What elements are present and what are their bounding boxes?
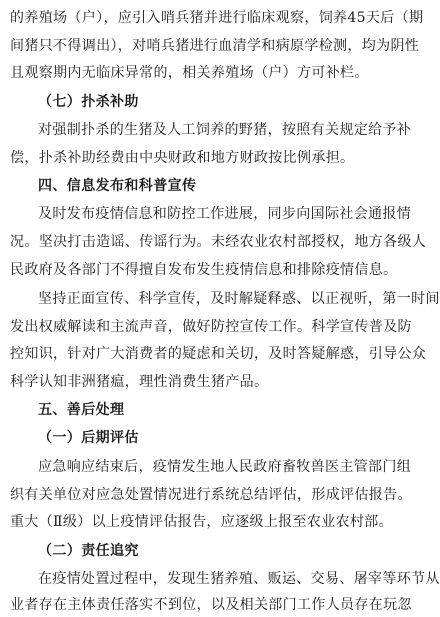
paragraph-5-line-2: 织有关单位对应急处置情况进行系统总结评估，形成评估报告。	[10, 487, 412, 503]
section-heading-aftermath: 五、善后处理	[38, 402, 125, 418]
paragraph-4-line-1: 坚持正面宣传、科学宣传，及时解疑释惑、以正视听，第一时间	[38, 291, 440, 307]
paragraph-1-line-3: 且观察期内无临床异常的，相关养殖场（户）方可补栏。	[10, 65, 369, 81]
paragraph-4-line-2: 发出权威解读和主流声音，做好防控宣传工作。科学宣传普及防	[10, 319, 412, 335]
paragraph-4-line-4: 科学认知非洲猪瘟，理性消费生猪产品。	[10, 374, 269, 390]
section-heading-compensation: （七）扑杀补助	[38, 94, 139, 110]
paragraph-5-line-1: 应急响应结束后，疫情发生地人民政府畜牧兽医主管部门组	[38, 459, 412, 475]
paragraph-2-line-2: 偿，扑杀补助经费由中央财政和地方财政按比例承担。	[10, 150, 355, 166]
paragraph-4-line-3: 控知识，针对广大消费者的疑虑和关切，及时答疑解惑，引导公众	[10, 346, 427, 362]
paragraph-1-line-1: 的养殖场（户），应引入哨兵猪并进行临床观察，饲养45天后（期	[10, 10, 424, 26]
paragraph-3-line-3: 民政府及各部门不得擅自发布发生疫情信息和排除疫情信息。	[10, 262, 398, 278]
paragraph-1-line-2: 间猪只不得调出），对哨兵猪进行血清学和病原学检测，均为阴性	[10, 38, 420, 54]
paragraph-6-line-2: 业者存在主体责任落实不到位，以及相关部门工作人员存在玩忽	[10, 597, 412, 613]
section-heading-information-release: 四、信息发布和科普宣传	[38, 178, 197, 194]
paragraph-3-line-1: 及时发布疫情信息和防控工作进展，同步向国际社会通报情	[38, 206, 412, 222]
section-heading-evaluation: （一）后期评估	[38, 430, 139, 446]
paragraph-2-line-1: 对强制扑杀的生猪及人工饲养的野猪，按照有关规定给予补	[38, 122, 412, 138]
paragraph-3-line-2: 况。坚决打击造谣、传谣行为。未经农业农村部授权，地方各级人	[10, 234, 427, 250]
section-heading-accountability: （二）责任追究	[38, 543, 139, 559]
paragraph-5-line-3: 重大（Ⅱ级）以上疫情评估报告，应逐级上报至农业农村部。	[10, 514, 393, 530]
paragraph-6-line-1: 在疫情处置过程中，发现生猪养殖、贩运、交易、屠宰等环节从	[38, 571, 440, 587]
